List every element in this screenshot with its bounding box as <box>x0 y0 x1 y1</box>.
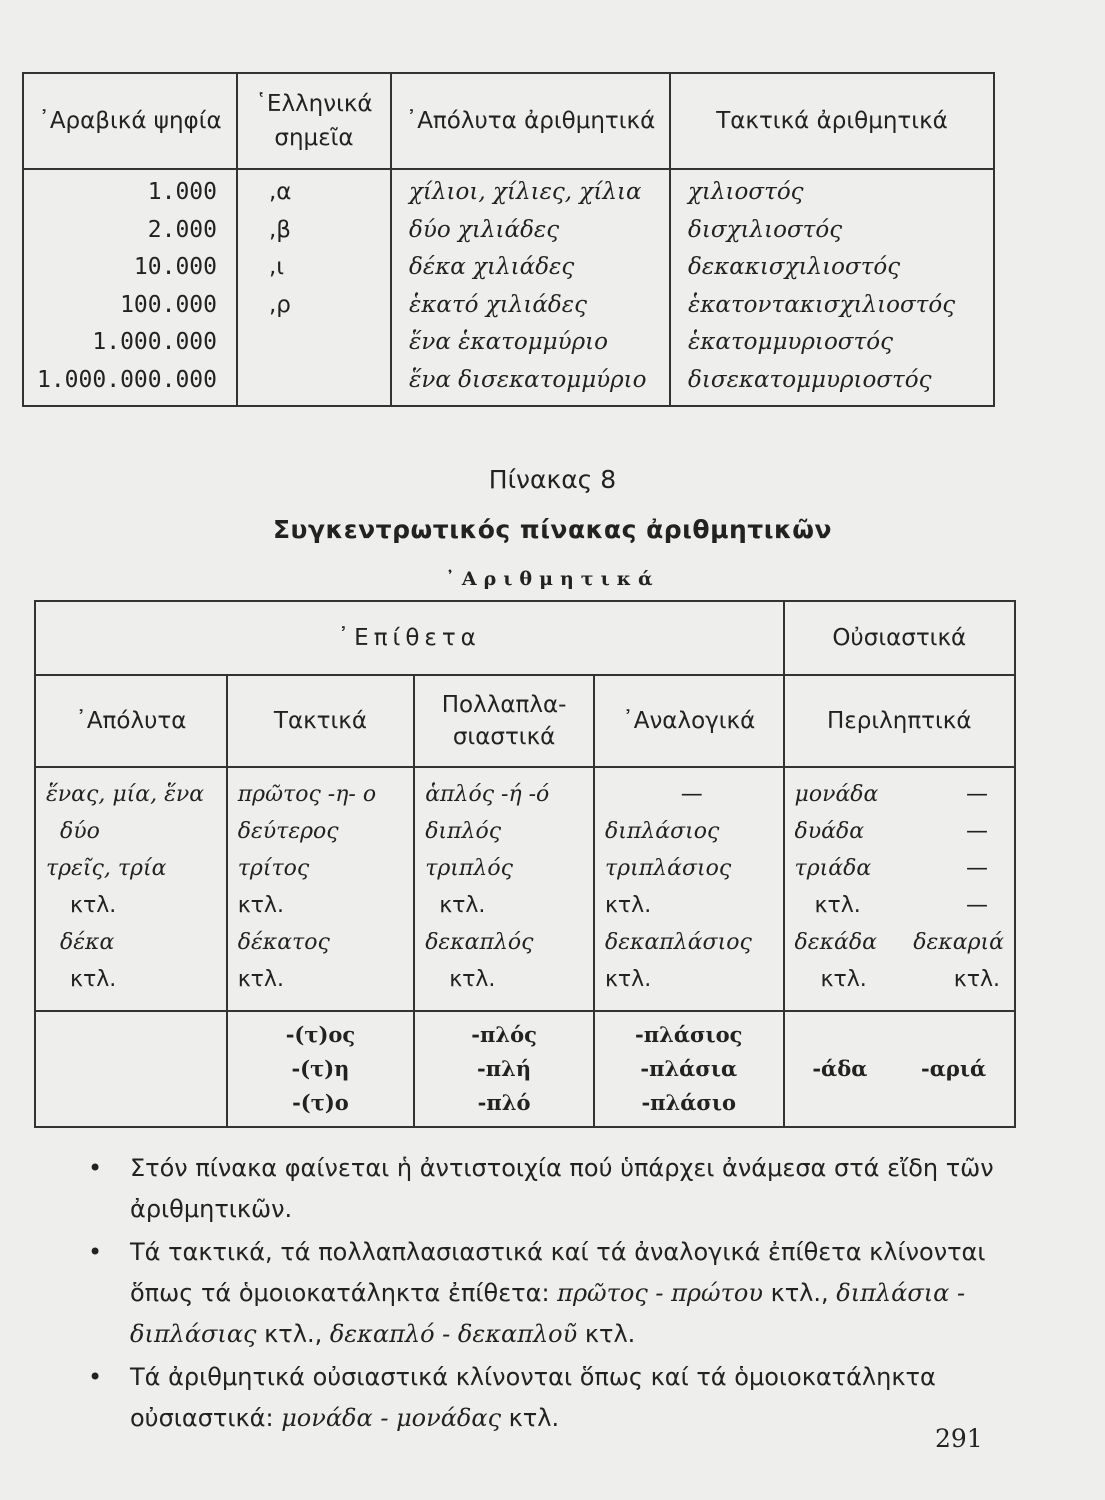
bullet: • <box>88 1363 103 1391</box>
suffix-item: -αριά <box>921 1056 987 1081</box>
suffix-row <box>35 1011 1015 1127</box>
header-arabic: ᾿Αραβικά ψηφία <box>23 73 237 169</box>
suffix-item: -(τ)η <box>291 1056 350 1081</box>
notes-list <box>88 1148 998 1441</box>
collective-alt: κτλ. <box>953 967 1000 992</box>
list-item: κτλ. <box>604 967 652 992</box>
list-item: χιλιοστός <box>688 179 804 205</box>
list-item: ,β <box>269 216 291 243</box>
header-ordinal: Τακτικά ἀριθμητικά <box>670 73 994 169</box>
table-title: Συγκεντρωτικός πίνακας ἀριθμητικῶν <box>272 515 832 544</box>
ordinal-column <box>227 767 414 1011</box>
list-item: ἕνα ἑκατομμύριο <box>409 329 608 355</box>
table-subtitle: ᾿Αριθμητικά <box>445 568 660 590</box>
list-item: κτλ. <box>237 893 284 918</box>
collective-alt: — <box>966 856 988 881</box>
list-item: δεύτερος <box>237 819 339 844</box>
arabic-column <box>23 169 237 406</box>
collective-noun: κτλ. <box>814 893 861 918</box>
suffix-item: -πλάσια <box>640 1056 738 1081</box>
list-item: κτλ. <box>70 893 117 918</box>
header-multiplicative: Πολλαπλα-σιαστικά <box>414 675 594 767</box>
list-item: δέκα <box>60 930 115 955</box>
suffix-ordinal <box>227 1011 414 1127</box>
note-item <box>88 1357 998 1439</box>
note-text: κτλ. <box>584 1320 636 1348</box>
note-text: κτλ. <box>508 1404 560 1432</box>
suffix-item: -πλό <box>477 1090 531 1115</box>
list-item: κτλ. <box>439 893 486 918</box>
list-item: δεκαπλός <box>425 930 534 955</box>
list-item: ἕνας, μία, ἕνα <box>46 782 205 807</box>
list-item: ,α <box>269 179 292 205</box>
header-absolute: ᾿Απόλυτα <box>35 675 227 767</box>
header-ordinal: Τακτικά <box>227 675 414 767</box>
note-text: κτλ., <box>770 1279 829 1307</box>
column-header-row <box>35 675 1015 767</box>
collective-noun: δυάδα <box>794 819 865 844</box>
list-item: ἑκατοντακισχιλιοστός <box>688 291 956 318</box>
suffix-collective <box>784 1011 1015 1127</box>
collective-noun: μονάδα <box>794 782 879 807</box>
bullet: • <box>88 1154 103 1182</box>
collective-alt: — <box>966 819 988 844</box>
list-item: κτλ. <box>449 967 496 992</box>
suffix-item: -άδα <box>812 1056 868 1081</box>
list-item: 1.000.000 <box>92 329 217 355</box>
table-body-row <box>23 169 994 406</box>
multiplicative-column <box>414 767 594 1011</box>
absolute-column <box>35 767 227 1011</box>
list-item <box>795 813 1010 850</box>
collective-alt: — <box>966 893 988 918</box>
header-adjectives: ᾿Επίθετα <box>35 601 784 675</box>
note-text: Τά ἀριθμητικά οὐσιαστικά κλίνονται ὅπως καί τά ὁμοιοκατάληκτα οὐσιαστικά: <box>130 1363 936 1432</box>
list-item: κτλ. <box>604 893 652 918</box>
note-item <box>88 1232 998 1355</box>
proportional-column <box>594 767 784 1011</box>
note-example: διπλάσια - διπλάσιας <box>130 1279 966 1348</box>
group-header-row <box>35 601 1015 675</box>
note-text: Τά τακτικά, τά πολλαπλασιαστικά καί τά ἀναλογικά ἐπίθετα κλίνονται ὅπως τά ὁμοιοκατάληκτα ἐπίθετα: <box>130 1238 986 1307</box>
suffix-multiplicative <box>414 1011 594 1127</box>
suffix-item: -πλή <box>477 1056 532 1081</box>
examples-row <box>35 767 1015 1011</box>
list-item <box>795 887 1010 924</box>
list-item: κτλ. <box>237 967 284 992</box>
header-nouns: Οὐσιαστικά <box>784 601 1015 675</box>
collective-alt: δεκαριά <box>913 930 1004 955</box>
numerals-summary-table <box>34 600 1016 1128</box>
list-item: δύο <box>60 819 100 844</box>
list-item: ,ρ <box>269 291 291 318</box>
list-item: δέκατος <box>237 930 330 955</box>
list-item: 100.000 <box>120 291 217 318</box>
list-item: ἕνα δισεκατομμύριο <box>409 366 647 393</box>
list-item: τριπλάσιος <box>604 856 732 881</box>
suffix-item: -πλάσιο <box>641 1090 737 1115</box>
list-item: δεκαπλάσιος <box>604 930 752 955</box>
list-item <box>795 961 1010 998</box>
note-example: μονάδα - μονάδας <box>281 1404 502 1432</box>
list-item: χίλιοι, χίλιες, χίλια <box>409 179 642 205</box>
page-number: 291 <box>935 1424 983 1453</box>
list-item <box>795 850 1010 887</box>
list-item <box>795 924 1010 961</box>
note-example: δεκαπλό - δεκαπλοῦ <box>329 1320 578 1348</box>
list-item: τρεῖς, τρία <box>46 856 167 881</box>
list-item: — <box>680 782 703 807</box>
suffix-item: -πλός <box>471 1022 537 1047</box>
list-item: ἑκατό χιλιάδες <box>409 291 587 318</box>
numerals-thousands-table <box>22 72 995 407</box>
note-text: Στόν πίνακα φαίνεται ἡ ἀντιστοιχία πού ὑπάρχει ἀνάμεσα στά εἴδη τῶν ἀριθμητικῶν. <box>130 1154 994 1223</box>
suffix-item: -πλάσιος <box>635 1022 743 1047</box>
suffix-proportional <box>594 1011 784 1127</box>
bullet: • <box>88 1238 103 1266</box>
note-text: κτλ., <box>264 1320 323 1348</box>
list-item: τρίτος <box>237 856 310 881</box>
suffix-item: -(τ)ο <box>292 1090 349 1115</box>
table-header-row <box>23 73 994 169</box>
list-item <box>795 776 1010 813</box>
greek-signs-column <box>237 169 391 406</box>
collective-alt: — <box>966 782 988 807</box>
collective-noun: κτλ. <box>820 967 867 992</box>
list-item: τριπλός <box>425 856 513 881</box>
cardinal-column <box>391 169 670 406</box>
header-greek: ῾Ελληνικά σημεῖα <box>237 73 391 169</box>
ordinal-column <box>670 169 994 406</box>
table-number-caption: Πίνακας 8 <box>488 465 617 494</box>
header-collective: Περιληπτικά <box>784 675 1015 767</box>
list-item: ,ι <box>269 254 285 280</box>
list-item: 2.000 <box>147 216 217 243</box>
list-item: 1.000.000.000 <box>36 366 217 393</box>
collective-noun: δεκάδα <box>794 930 877 955</box>
list-item: δισεκατομμυριοστός <box>688 366 932 393</box>
collective-column <box>784 767 1015 1011</box>
list-item: δύο χιλιάδες <box>409 216 560 243</box>
collective-noun: τριάδα <box>794 856 872 881</box>
list-item: 10.000 <box>133 254 217 280</box>
list-item: ἁπλός -ή -ό <box>425 782 550 807</box>
header-proportional: ᾿Αναλογικά <box>594 675 784 767</box>
note-item <box>88 1148 998 1230</box>
suffix-absolute-empty <box>35 1011 227 1127</box>
note-example: πρῶτος - πρώτου <box>557 1279 763 1307</box>
list-item: διπλός <box>425 819 502 844</box>
suffix-item: -(τ)ος <box>285 1022 356 1047</box>
list-item: δεκακισχιλιοστός <box>688 254 901 280</box>
list-item: ἑκατομμυριοστός <box>688 329 893 355</box>
list-item: δέκα χιλιάδες <box>409 254 575 280</box>
list-item: διπλάσιος <box>604 819 720 844</box>
list-item: κτλ. <box>70 967 117 992</box>
suffix-pair <box>786 1052 1013 1086</box>
list-item: δισχιλιοστός <box>688 216 843 243</box>
list-item: 1.000 <box>147 179 217 205</box>
list-item: πρῶτος -η- ο <box>237 782 377 807</box>
header-cardinal: ᾿Απόλυτα ἀριθμητικά <box>391 73 670 169</box>
